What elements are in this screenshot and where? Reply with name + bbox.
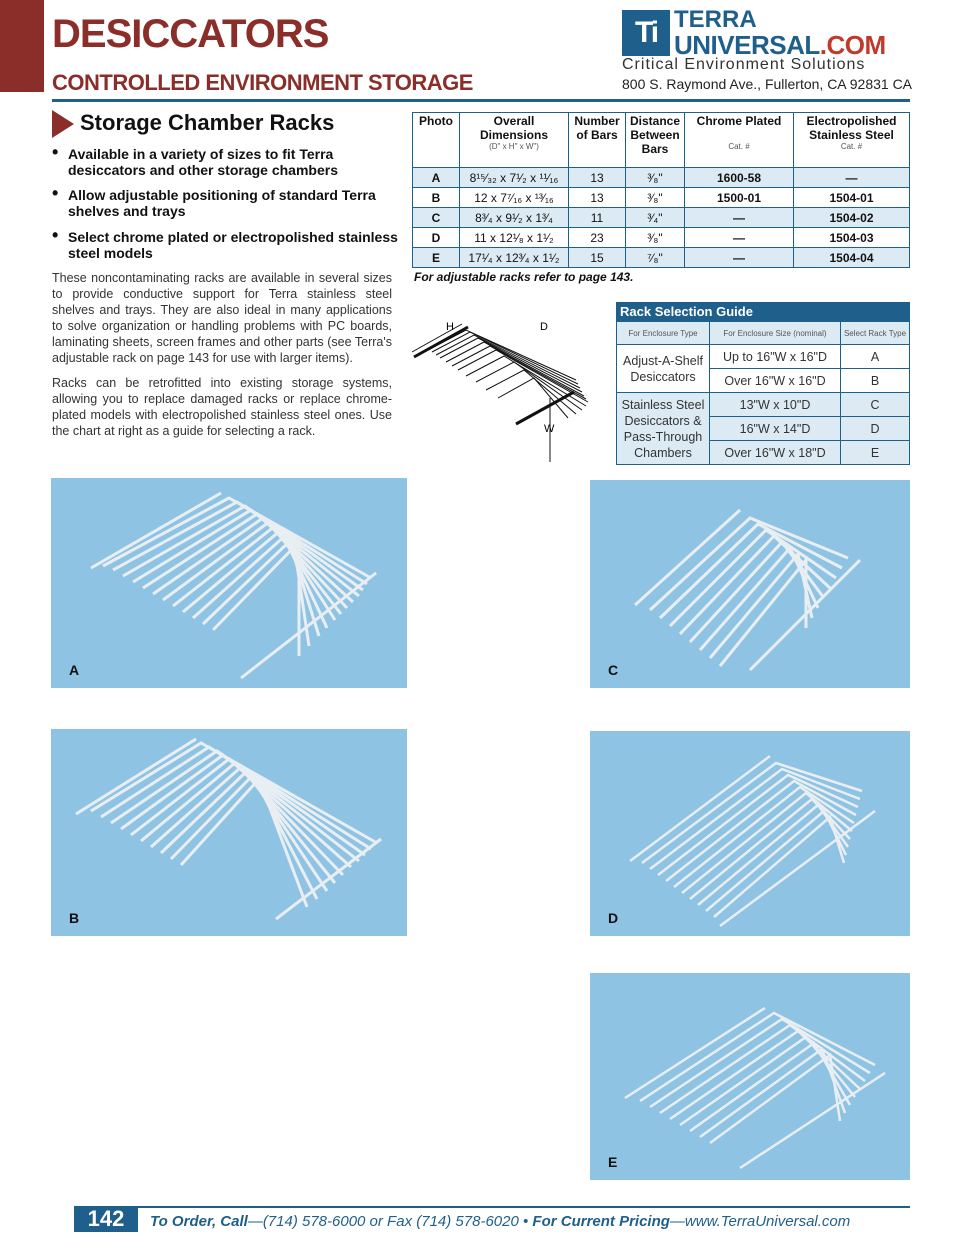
cell-dims: 8¹⁵⁄₃₂ x 7¹⁄₂ x ¹¹⁄₁₆	[460, 168, 569, 188]
photo-label: B	[69, 910, 80, 926]
logo-mark: Ti	[622, 10, 670, 56]
header-rule	[52, 99, 910, 102]
cell-dims: 17¹⁄₄ x 12³⁄₄ x 1¹⁄₂	[460, 248, 569, 268]
guide-title: Rack Selection Guide	[616, 302, 910, 321]
col-dimensions: Overall Dimensions (D" x H" x W")	[460, 113, 569, 168]
tagline: Critical Environment Solutions	[622, 56, 866, 73]
cell-photo: C	[413, 208, 460, 228]
cell-distance: ³⁄₈"	[626, 168, 685, 188]
cell-chrome: —	[685, 208, 794, 228]
cell-electro: 1504-04	[794, 248, 910, 268]
diagram-label-h: H	[446, 321, 454, 333]
cell-chrome: —	[685, 228, 794, 248]
address: 800 S. Raymond Ave., Fullerton, CA 92831 CA	[622, 76, 913, 92]
feature-bullet: • Select chrome plated or electropolished stainless steel models	[52, 229, 408, 261]
rack-photo-c	[590, 480, 910, 688]
side-tab	[0, 0, 44, 92]
cell-chrome: 1600-58	[685, 168, 794, 188]
diagram-label-w: W	[544, 423, 555, 435]
footer-phone: —(714) 578-6000 or Fax (714) 578-6020 •	[247, 1213, 533, 1230]
page-title: DESICCATORS	[52, 12, 329, 56]
cell-electro: —	[794, 168, 910, 188]
guide-rack: C	[841, 393, 910, 417]
table-row	[413, 168, 910, 188]
cell-bars: 11	[569, 208, 626, 228]
section-arrow-icon	[52, 110, 74, 138]
photo-label: E	[608, 1154, 618, 1170]
guide-header-row	[617, 322, 910, 345]
table-row	[413, 208, 910, 228]
cell-distance: ³⁄₈"	[626, 228, 685, 248]
cell-bars: 13	[569, 168, 626, 188]
logo-line1: TERRA	[674, 6, 757, 33]
photo-label: C	[608, 662, 619, 678]
description-paragraph: These noncontaminating racks are available in several sizes to provide conductive support for Terra stainless steel shelves and trays. They are also ideal in many applications to solve organization or handling problems with PC boards, laminating sheets, screen frames and other parts (see Terra's adjustable rack on page 143 for use with larger items).	[52, 271, 392, 365]
guide-type-steel: Stainless Steel Desiccators & Pass-Through Chambers	[617, 393, 710, 465]
col-distance: Distance Between Bars	[626, 113, 685, 168]
rack-illustration	[590, 480, 910, 688]
guide-size: 13"W x 10"D	[710, 393, 841, 417]
guide-table	[616, 321, 910, 465]
table-row	[617, 393, 910, 417]
cell-electro: 1504-02	[794, 208, 910, 228]
footer-url[interactable]: —www.TerraUniversal.com	[669, 1213, 851, 1230]
section-title: Storage Chamber Racks	[80, 110, 335, 135]
feature-bullet: • Available in a variety of sizes to fit Terra desiccators and other storage chambers	[52, 146, 408, 178]
rack-illustration	[51, 478, 407, 688]
table-row	[413, 228, 910, 248]
photo-label: A	[69, 662, 80, 678]
col-chrome: Chrome Plated Cat. #	[685, 113, 794, 168]
cell-distance: ⁷⁄₈"	[626, 248, 685, 268]
footer-rule	[74, 1206, 910, 1208]
photo-label: D	[608, 910, 619, 926]
guide-size: 16"W x 14"D	[710, 417, 841, 441]
rack-illustration	[590, 973, 910, 1180]
cell-distance: ³⁄₈"	[626, 188, 685, 208]
col-photo: Photo	[413, 113, 460, 168]
cell-electro: 1504-01	[794, 188, 910, 208]
guide-size: Over 16"W x 18"D	[710, 441, 841, 465]
rack-diagram	[406, 302, 606, 468]
table-row	[413, 188, 910, 208]
guide-rack: B	[841, 369, 910, 393]
rack-photo-b	[51, 729, 407, 936]
cell-electro: 1504-03	[794, 228, 910, 248]
cell-bars: 15	[569, 248, 626, 268]
feature-bullet: • Allow adjustable positioning of standard Terra shelves and trays	[52, 187, 408, 219]
cell-chrome: —	[685, 248, 794, 268]
table-note: For adjustable racks refer to page 143.	[414, 270, 634, 284]
guide-col-rack: Select Rack Type	[841, 322, 910, 345]
spec-header-row	[413, 113, 910, 168]
cell-chrome: 1500-01	[685, 188, 794, 208]
guide-size: Over 16"W x 16"D	[710, 369, 841, 393]
cell-dims: 12 x 7⁷⁄₁₆ x ¹³⁄₁₆	[460, 188, 569, 208]
rack-photo-e	[590, 973, 910, 1180]
description-paragraph: Racks can be retrofitted into existing storage systems, allowing you to replace damaged racks or replace chrome-plated models with electropolished stainless steel ones. Use the chart at right as a guide for selecting a rack.	[52, 376, 392, 438]
rack-photo-a	[51, 478, 407, 688]
guide-col-type: For Enclosure Type	[617, 322, 710, 345]
cell-photo: E	[413, 248, 460, 268]
cell-bars: 13	[569, 188, 626, 208]
rack-selection-guide	[616, 302, 910, 465]
cell-distance: ³⁄₄"	[626, 208, 685, 228]
footer-order: To Order, Call	[150, 1213, 248, 1230]
spec-table	[412, 112, 910, 268]
cell-dims: 8³⁄₄ x 9¹⁄₂ x 1³⁄₄	[460, 208, 569, 228]
cell-photo: A	[413, 168, 460, 188]
rack-illustration	[51, 729, 407, 936]
table-row	[617, 345, 910, 369]
rack-illustration	[590, 731, 910, 936]
guide-rack: E	[841, 441, 910, 465]
guide-rack: A	[841, 345, 910, 369]
cell-bars: 23	[569, 228, 626, 248]
table-row	[413, 248, 910, 268]
col-electropolished: Electropolished Stainless Steel Cat. #	[794, 113, 910, 168]
guide-col-size: For Enclosure Size (nominal)	[710, 322, 841, 345]
page-subtitle: CONTROLLED ENVIRONMENT STORAGE	[52, 70, 473, 95]
cell-dims: 11 x 12¹⁄₈ x 1¹⁄₂	[460, 228, 569, 248]
logo-line2: UNIVERSAL.COM	[674, 30, 886, 60]
rack-photo-d	[590, 731, 910, 936]
footer-contact	[150, 1213, 850, 1230]
guide-size: Up to 16"W x 16"D	[710, 345, 841, 369]
col-bars: Number of Bars	[569, 113, 626, 168]
diagram-label-d: D	[540, 321, 548, 333]
footer-pricing: For Current Pricing	[532, 1213, 670, 1230]
page-number: 142	[74, 1206, 138, 1232]
cell-photo: D	[413, 228, 460, 248]
guide-rack: D	[841, 417, 910, 441]
guide-type-adjust: Adjust-A-Shelf Desiccators	[617, 345, 710, 393]
cell-photo: B	[413, 188, 460, 208]
